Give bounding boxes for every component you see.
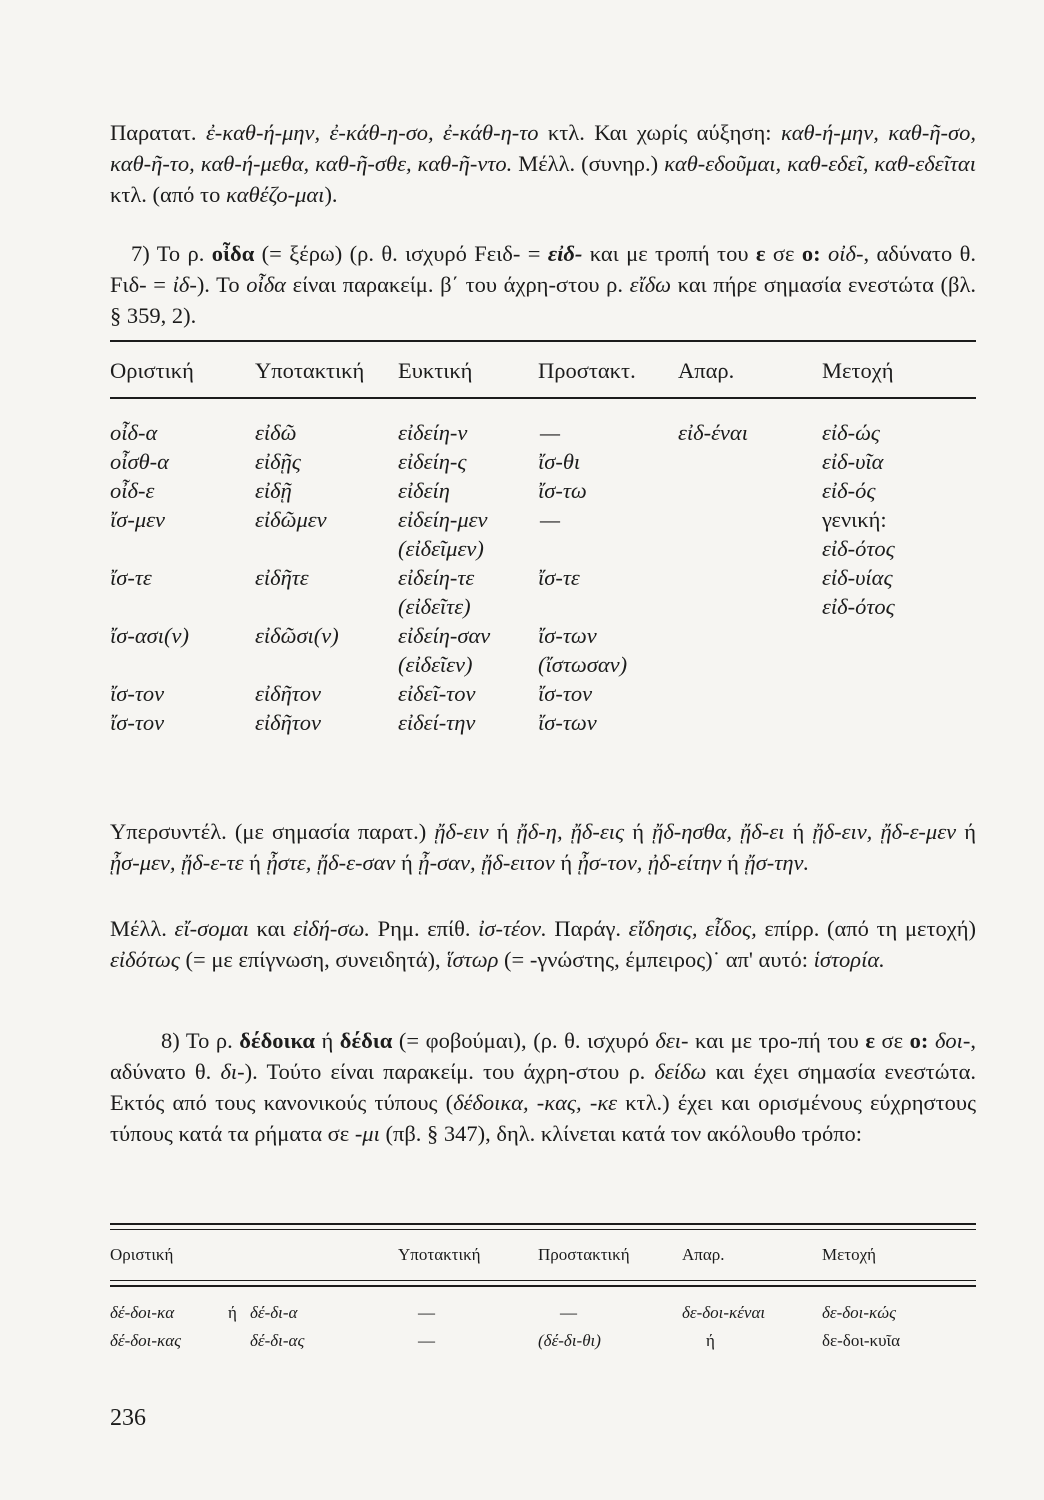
header-participle: Μετοχή xyxy=(822,1245,877,1264)
text-run: ἱστορία. xyxy=(813,947,885,972)
table-cell: εἰδῆτε xyxy=(255,565,309,590)
table-cell: εἰδείη-μεν xyxy=(398,507,488,532)
paragraph-imperfect xyxy=(110,117,976,210)
table-cell: οἶσθ-α xyxy=(110,449,169,474)
table-cell: ἴσ-τον xyxy=(110,681,165,706)
table-cell: ἴσ-των xyxy=(538,710,597,735)
text-run: καθ-ή-μην, καθ-ῆ-σο, καθ-ῆ-το, καθ-ή-μεθα, καθ-ῆ-σθε, καθ-ῆ-ντο. xyxy=(110,120,976,176)
table-cell: εἰδ-ός xyxy=(822,478,876,503)
table-header-row xyxy=(110,356,976,385)
text-run: είναι παρακείμ. β΄ του άχρη-στου ρ. xyxy=(286,272,630,297)
text-run: 8) Το ρ. xyxy=(161,1028,240,1053)
text-run: σε xyxy=(765,241,802,266)
text-run: ᾔδ-ειν xyxy=(434,819,489,844)
text-run: ἰσ-τέον. xyxy=(478,916,547,941)
header-subjunctive: Υποτακτική xyxy=(398,1245,481,1264)
table-cell: ἴσ-τε xyxy=(538,565,580,590)
text-run: ᾔδ-η, ᾔδ-εις xyxy=(516,819,625,844)
text-run: ή xyxy=(784,819,813,844)
text-run: ή xyxy=(314,1028,340,1053)
text-run: και πήρε σημασία ενεστώτα (βλ. § 359, 2). xyxy=(110,272,977,328)
text-run: Μέλλ. (συνηρ.) xyxy=(512,151,665,176)
table-cell: εἰδείη xyxy=(398,478,450,503)
text-run: Παράγ. xyxy=(546,916,629,941)
header-imperative: Προστακτ. xyxy=(538,358,636,383)
table-row xyxy=(110,418,976,447)
table-cell: εἰδῶμεν xyxy=(255,507,327,532)
table-row xyxy=(110,563,976,592)
table-cell: εἰδῶ xyxy=(255,420,297,445)
table-cell: (εἰδεῖμεν) xyxy=(398,536,484,561)
table-cell: ἴσ-θι xyxy=(538,449,581,474)
text-run: εἰδ- xyxy=(547,241,583,266)
table-cell: εἰδ-υῖα xyxy=(822,449,884,474)
table-row xyxy=(110,679,976,708)
conjugation-table-oida xyxy=(110,356,976,385)
table-cell: εἰδ-υίας xyxy=(822,565,893,590)
table-cell: (εἰδεῖεν) xyxy=(398,652,473,677)
table2-rule-top-inner xyxy=(110,1229,976,1230)
table-rule-header xyxy=(110,397,976,399)
table-cell: γενική: xyxy=(822,507,887,532)
page-number: 236 xyxy=(110,1405,146,1431)
text-run: κτλ. (από το xyxy=(110,182,226,207)
table2-rule-header xyxy=(110,1280,976,1281)
header-optative: Ευκτική xyxy=(398,358,473,383)
paragraph-dedoika xyxy=(110,1025,976,1149)
text-run: ᾖσ-τον, ᾐδ-είτην xyxy=(577,850,722,875)
text-run: 7) Το ρ. xyxy=(131,241,212,266)
header-infinitive: Απαρ. xyxy=(678,358,735,383)
text-run: καθέζο-μαι xyxy=(225,182,325,207)
table-row xyxy=(110,505,976,534)
conjugation-table-oida-body xyxy=(110,418,976,737)
text-run: ᾔδ-ησθα, ᾔδ-ει xyxy=(652,819,785,844)
text-run: (= φοβούμαι), (ρ. θ. ισχυρό xyxy=(392,1028,656,1053)
table-cell: — xyxy=(418,1303,435,1322)
text-run: ή xyxy=(624,819,653,844)
text-run: ᾔσ-την. xyxy=(744,850,810,875)
text-run: ή xyxy=(721,850,745,875)
table-cell: οἶδ-α xyxy=(110,420,158,445)
paragraph-future xyxy=(110,913,976,975)
table-rule-top xyxy=(110,340,976,342)
header-subjunctive: Υποτακτική xyxy=(255,358,365,383)
table-cell: εἰδ-έναι xyxy=(678,420,748,445)
table-cell: οἶδ-ε xyxy=(110,478,155,503)
text-run: επίρρ. (από τη μετοχή) xyxy=(756,916,977,941)
table2-rule-header-inner xyxy=(110,1285,976,1287)
table-row xyxy=(110,534,976,563)
text-run: ). Το xyxy=(196,272,247,297)
table2-rule-top xyxy=(110,1223,976,1225)
text-run: Μέλλ. xyxy=(110,916,175,941)
text-run: εἰδή-σω. xyxy=(293,916,370,941)
text-run: Παρατατ. xyxy=(110,120,206,145)
text-run: Υπερσυντέλ. (με σημασία παρατ.) xyxy=(110,819,435,844)
table-row xyxy=(110,708,976,737)
table-cell: ἴσ-ασι(ν) xyxy=(110,623,189,648)
table-cell: εἰδῆτον xyxy=(255,710,322,735)
text-run: δι- xyxy=(220,1059,245,1084)
text-run: ε xyxy=(865,1028,875,1053)
table-cell: δέ-δοι-κας xyxy=(110,1331,182,1350)
table-cell: εἰδείη-ν xyxy=(398,420,468,445)
text-run: (= με επίγνωση, συνειδητά), xyxy=(179,947,447,972)
table-cell: (δέ-δι-θι) xyxy=(538,1331,601,1350)
text-run: ἰδ- xyxy=(172,272,197,297)
text-run: ᾖστε, ᾔδ-ε-σαν xyxy=(266,850,396,875)
table-cell: εἰδῇς xyxy=(255,449,301,474)
table-row xyxy=(110,592,976,621)
text-run: εἴ-σομαι xyxy=(174,916,249,941)
table-cell: ἴσ-τε xyxy=(110,565,152,590)
text-run: = xyxy=(520,241,548,266)
text-run: = xyxy=(146,272,173,297)
table-row xyxy=(110,1299,976,1327)
table-cell: — xyxy=(560,1303,577,1322)
table-cell: (ἴστωσαν) xyxy=(538,652,628,677)
table-cell: εἰδείη-τε xyxy=(398,565,475,590)
text-run: Fειδ- xyxy=(474,241,521,266)
table-cell: ἴσ-των xyxy=(538,623,597,648)
table-cell: δέ-δοι-κα xyxy=(110,1303,175,1322)
text-run: κτλ.) έχει και ορισμένους εύχρηστους τύπους κατά τα ρήματα σε xyxy=(110,1090,976,1146)
text-run: , αδύνατο θ. xyxy=(863,241,977,266)
table-cell: εἰδ-ότος xyxy=(822,594,895,619)
table-cell: εἰδῇ xyxy=(255,478,292,503)
text-run: δέδοικα xyxy=(239,1028,315,1053)
header-imperative: Προστακτική xyxy=(538,1245,630,1264)
table-row xyxy=(110,476,976,505)
text-run: δει- xyxy=(655,1028,689,1053)
paragraph-pluperfect xyxy=(110,816,976,878)
table-row xyxy=(110,650,976,679)
text-run: κτλ. Και χωρίς αύξηση: xyxy=(538,120,781,145)
table-cell: — xyxy=(540,507,561,532)
header-indicative: Οριστική xyxy=(110,1245,174,1264)
header-participle: Μετοχή xyxy=(822,358,894,383)
table-cell: εἰδ-ότος xyxy=(822,536,895,561)
paragraph-oida xyxy=(110,238,976,331)
text-run: και με τρο-πή του xyxy=(688,1028,866,1053)
text-run: , αδύνατο θ. xyxy=(110,1028,977,1084)
table-cell: εἰδεί-την xyxy=(398,710,476,735)
text-run: δείδω xyxy=(654,1059,707,1084)
table-cell: (εἰδεῖτε) xyxy=(398,594,471,619)
text-run: εἴδω xyxy=(629,272,672,297)
text-run: οἶδα xyxy=(211,241,255,266)
text-run: δέδια xyxy=(339,1028,393,1053)
text-run: ᾖ-σαν, ᾔδ-ειτον xyxy=(418,850,555,875)
header-infinitive: Απαρ. xyxy=(682,1245,725,1264)
table-cell: εἰδείη-ς xyxy=(398,449,467,474)
text-run: (πβ. § 347), δηλ. κλίνεται κατά τον ακόλουθο τρόπο: xyxy=(379,1121,863,1146)
table-cell: ή xyxy=(706,1331,715,1350)
table-cell: — xyxy=(418,1331,435,1350)
table-cell: δε-δοι-κυῖα xyxy=(822,1331,901,1350)
text-run: -μι xyxy=(354,1121,380,1146)
text-run: σε xyxy=(874,1028,910,1053)
text-run: (= ξέρω) (ρ. θ. ισχυρό xyxy=(254,241,475,266)
table-row xyxy=(110,1327,976,1355)
text-run: οἶδα xyxy=(246,272,286,297)
text-run: ή xyxy=(554,850,578,875)
header-indicative: Οριστική xyxy=(110,358,194,383)
text-run xyxy=(821,241,828,266)
text-run: ἵστωρ xyxy=(446,947,499,972)
text-run: ε xyxy=(755,241,766,266)
text-run: εἴδησις, εἶδος, xyxy=(628,916,757,941)
table-cell: ή xyxy=(228,1303,237,1322)
text-run: εἰδότως xyxy=(110,947,180,972)
text-run: ο: xyxy=(909,1028,929,1053)
table-cell: δε-δοι-κώς xyxy=(822,1303,896,1322)
table-row xyxy=(110,447,976,476)
table-cell: δε-δοι-κέναι xyxy=(682,1303,766,1322)
text-run: ἐ-καθ-ή-μην, ἐ-κάθ-η-σο, ἐ-κάθ-η-το xyxy=(205,120,539,145)
text-run: ή xyxy=(395,850,419,875)
text-run: ή xyxy=(956,819,976,844)
table-cell: — xyxy=(540,420,561,445)
text-run: δοι- xyxy=(934,1028,971,1053)
text-run: ο: xyxy=(801,241,821,266)
table-cell: εἰδείη-σαν xyxy=(398,623,491,648)
text-run: ᾖσ-μεν, ᾔδ-ε-τε xyxy=(110,850,244,875)
conjugation-table-dedoika xyxy=(110,1299,976,1355)
text-run: καθ-εδοῦμαι, καθ-εδεῖ, καθ-εδεῖται xyxy=(664,151,976,176)
table-cell: εἰδ-ώς xyxy=(822,420,880,445)
text-run: Ρημ. επίθ. xyxy=(369,916,479,941)
text-run: δέδοικα, -κας, -κε xyxy=(453,1090,617,1115)
text-run: Fιδ- xyxy=(110,272,147,297)
text-run: ). Τούτο είναι παρακείμ. του άχρη-στου ρ. xyxy=(244,1059,655,1084)
table-cell: δέ-δι-α xyxy=(250,1303,298,1322)
text-run: ή xyxy=(243,850,267,875)
text-run: και έχει σημασία ενεστώτα. Εκτός από τους κανονικούς τύπους ( xyxy=(110,1059,976,1115)
text-run: ή xyxy=(488,819,517,844)
conjugation-table-dedoika-header xyxy=(110,1241,976,1269)
table-cell: ἴσ-τον xyxy=(110,710,165,735)
table-row xyxy=(110,621,976,650)
text-run: (= -γνώστης, έμπειρος)˙ απ' αυτό: xyxy=(498,947,814,972)
text-run: και με τροπή του xyxy=(582,241,756,266)
table-cell: εἰδεῖ-τον xyxy=(398,681,476,706)
table-cell: εἰδῆτον xyxy=(255,681,322,706)
text-run: και xyxy=(248,916,294,941)
table-cell: εἰδῶσι(ν) xyxy=(255,623,339,648)
text-run: ). xyxy=(324,182,338,207)
table-cell: ἴσ-μεν xyxy=(110,507,165,532)
text-run: οἰδ- xyxy=(827,241,864,266)
table-header-row xyxy=(110,1241,976,1269)
table-cell: ἴσ-τω xyxy=(538,478,587,503)
table-cell: δέ-δι-ας xyxy=(250,1331,305,1350)
table-cell: ἴσ-τον xyxy=(538,681,593,706)
text-run: ᾔδ-ειν, ᾔδ-ε-μεν xyxy=(812,819,957,844)
